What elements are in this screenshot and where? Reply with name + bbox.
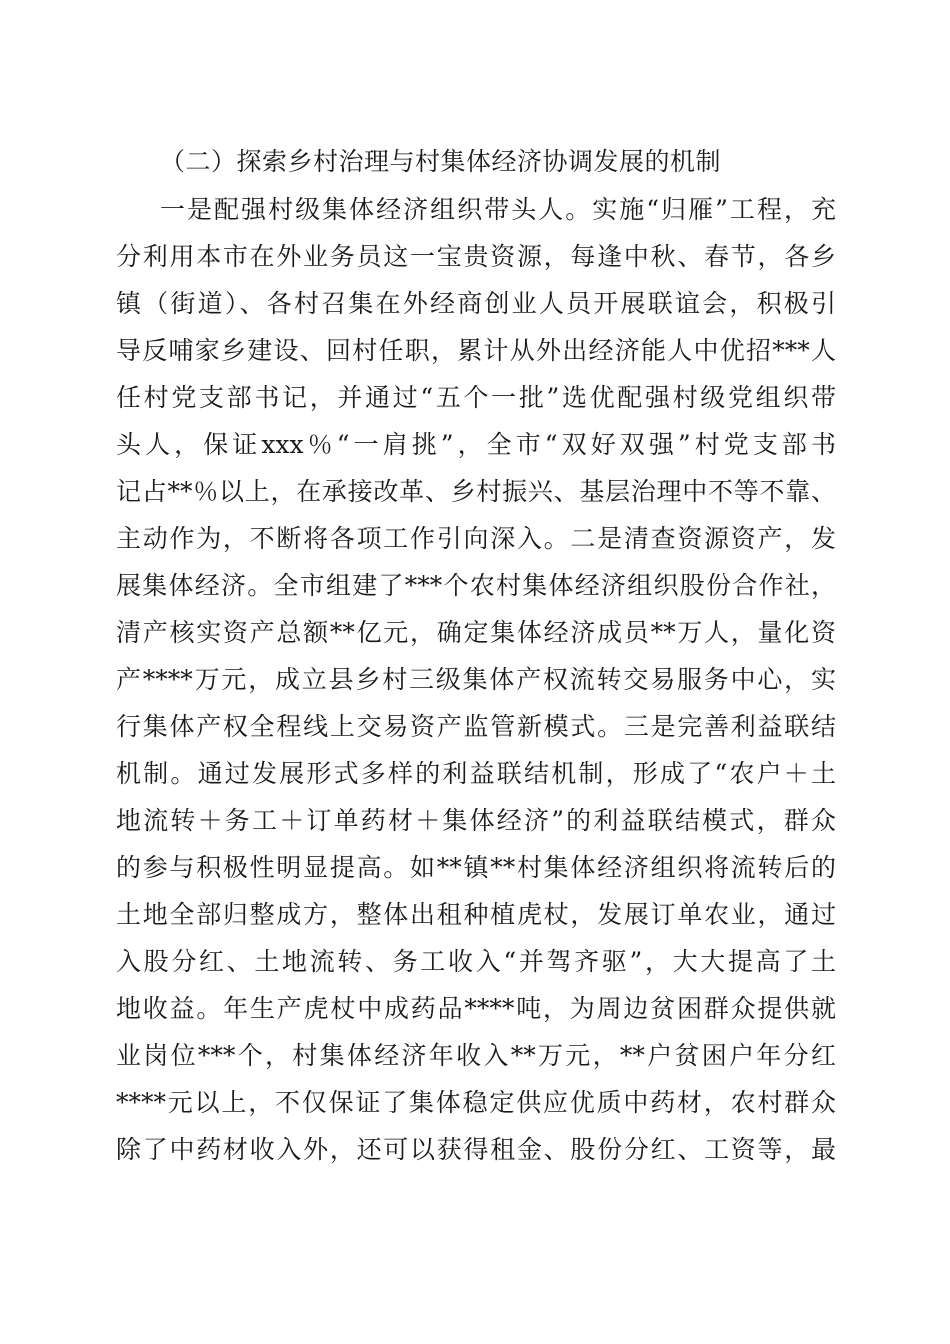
paragraph-line: 入股分红、土地流转、务工收入“并驾齐驱”，大大提高了土 bbox=[116, 947, 836, 976]
paragraph-line: 镇（街道）、各村召集在外经商创业人员开展联谊会，积极引 bbox=[116, 289, 836, 318]
paragraph-line: 记占**％以上，在承接改革、乡村振兴、基层治理中不等不靠、 bbox=[116, 477, 836, 506]
paragraph-line: 导反哺家乡建设、回村任职，累计从外出经济能人中优招***人 bbox=[116, 336, 836, 365]
paragraph-line: 的参与积极性明显提高。如**镇**村集体经济组织将流转后的 bbox=[116, 853, 836, 882]
paragraph-line: 任村党支部书记，并通过“五个一批”选优配强村级党组织带 bbox=[116, 383, 836, 412]
paragraph-line: 产****万元，成立县乡村三级集体产权流转交易服务中心，实 bbox=[116, 665, 836, 694]
section-heading: （二）探索乡村治理与村集体经济协调发展的机制 bbox=[160, 147, 722, 176]
paragraph-line: 土地全部归整成方，整体出租种植虎杖，发展订单农业，通过 bbox=[116, 900, 836, 929]
paragraph-line: 除了中药材收入外，还可以获得租金、股份分红、工资等，最 bbox=[116, 1135, 836, 1164]
paragraph-line: 分利用本市在外业务员这一宝贵资源，每逢中秋、春节，各乡 bbox=[116, 242, 836, 271]
paragraph-line: ****元以上，不仅保证了集体稳定供应优质中药材，农村群众 bbox=[116, 1088, 836, 1117]
paragraph-line: 展集体经济。全市组建了***个农村集体经济组织股份合作社， bbox=[116, 571, 836, 600]
paragraph-line: 一是配强村级集体经济组织带头人。实施“归雁”工程，充 bbox=[160, 195, 836, 224]
paragraph-line: 清产核实资产总额**亿元，确定集体经济成员**万人，量化资 bbox=[116, 618, 836, 647]
paragraph-line: 头人，保证xxx％“一肩挑”，全市“双好双强”村党支部书 bbox=[116, 430, 836, 459]
paragraph-line: 主动作为，不断将各项工作引向深入。二是清查资源资产，发 bbox=[116, 524, 836, 553]
paragraph-line: 机制。通过发展形式多样的利益联结机制，形成了“农户＋土 bbox=[116, 759, 836, 788]
paragraph-line: 地收益。年生产虎杖中成药品****吨，为周边贫困群众提供就 bbox=[116, 994, 836, 1023]
paragraph-line: 业岗位***个，村集体经济年收入**万元，**户贫困户年分红 bbox=[116, 1041, 836, 1070]
paragraph-line: 行集体产权全程线上交易资产监管新模式。三是完善利益联结 bbox=[116, 712, 836, 741]
paragraph-line: 地流转＋务工＋订单药材＋集体经济”的利益联结模式，群众 bbox=[116, 806, 836, 835]
